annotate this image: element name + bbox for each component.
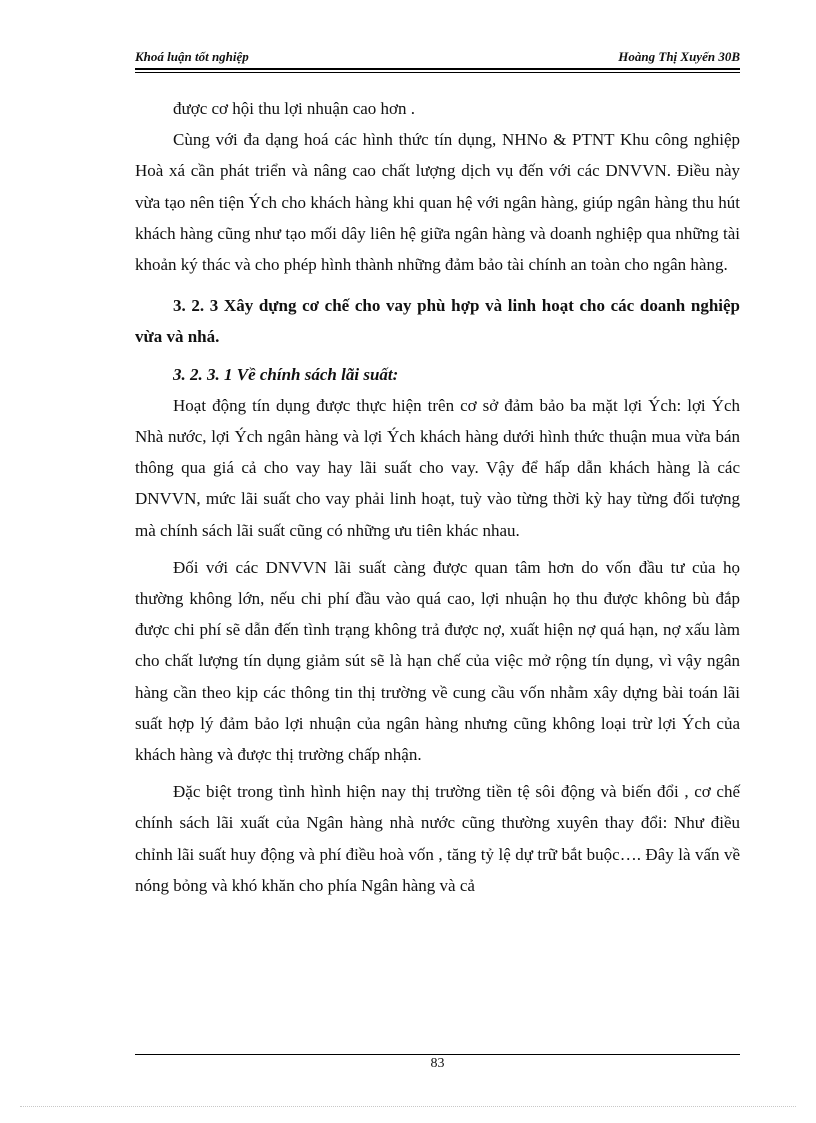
paragraph-4: Đối với các DNVVN lãi suất càng được quan tâm hơn do vốn đầu tư của họ thường không lớn, nếu chi phí đầu vào quá cao, lợi nhuận họ thu được không bù đắp được chi phí sẽ dẫn đến tình trạng không trả được nợ, xuất hiện nợ quá hạn, nợ xấu làm cho chất lượng tín dụng giảm sút sẽ là hạn chế của việc mở rộng tín dụng, vì vậy ngân hàng cần theo kịp các thông tin thị trường về cung cầu vốn nhằm xây dựng bài toán lãi suất hợp lý đảm bảo lợi nhuận của ngân hàng nhưng cũng không loại trừ lợi Ých của khách hàng và được thị trường chấp nhận.: [135, 557, 740, 765]
footer-rule: [135, 1054, 740, 1055]
page-body: [135, 93, 740, 901]
paragraph-5: Đặc biệt trong tình hình hiện nay thị trường tiền tệ sôi động và biến đổi , cơ chế chính sách lãi xuất của Ngân hàng nhà nước cũng thường xuyên thay đổi: Như điều chỉnh lãi suất huy động và phí điều hoà vốn , tăng tỷ lệ dự trữ bắt buộc…. Đây là vấn về nóng bỏng và khó khăn cho phía Ngân hàng và cả: [135, 782, 740, 895]
paragraph-1: được cơ hội thu lợi nhuận cao hơn .: [173, 99, 416, 118]
section-heading-3-2-3: 3. 2. 3 Xây dựng cơ chế cho vay phù hợp và linh hoạt cho các doanh nghiệp vừa và nhá.: [135, 296, 740, 347]
subsection-heading-3-2-3-1: 3. 2. 3. 1 Về chính sách lãi suất:: [173, 364, 399, 384]
header-rule-thin: [135, 72, 740, 73]
page-header: [135, 49, 740, 69]
header-rule-thick: [135, 68, 740, 70]
page-number: 83: [430, 1056, 445, 1071]
header-author: Hoàng Thị Xuyến 30B: [618, 49, 740, 64]
page-edge-dotted-line: [20, 1106, 796, 1107]
paragraph-3: Hoạt động tín dụng được thực hiện trên cơ sở đảm bảo ba mặt lợi Ých: lợi Ých Nhà nước, lợi Ých ngân hàng và lợi Ých khách hàng dưới hình thức thuận mua vừa bán thông qua giá cả cho vay hay lãi suất cho vay. Vậy để hấp dẫn khách hàng là các DNVVN, mức lãi suất cho vay phải linh hoạt, tuỳ vào từng thời kỳ hay từng đối tượng mà chính sách lãi suất cũng có những ưu tiên khác nhau.: [135, 395, 740, 540]
paragraph-2: Cùng với đa dạng hoá các hình thức tín dụng, NHNo & PTNT Khu công nghiệp Hoà xá cần phát triển và nâng cao chất lượng dịch vụ đến với các DNVVN. Điều này vừa tạo nên tiện Ých cho khách hàng khi quan hệ với ngân hàng, giúp ngân hàng thu hút khách hàng cũng như tạo mối dây liên hệ giữa ngân hàng và doanh nghiệp qua những tài khoản ký thác và cho phép hình thành những đảm bảo tài chính an toàn cho ngân hàng.: [135, 130, 740, 275]
header-thesis-title: Khoá luận tốt nghiệp: [135, 49, 249, 64]
